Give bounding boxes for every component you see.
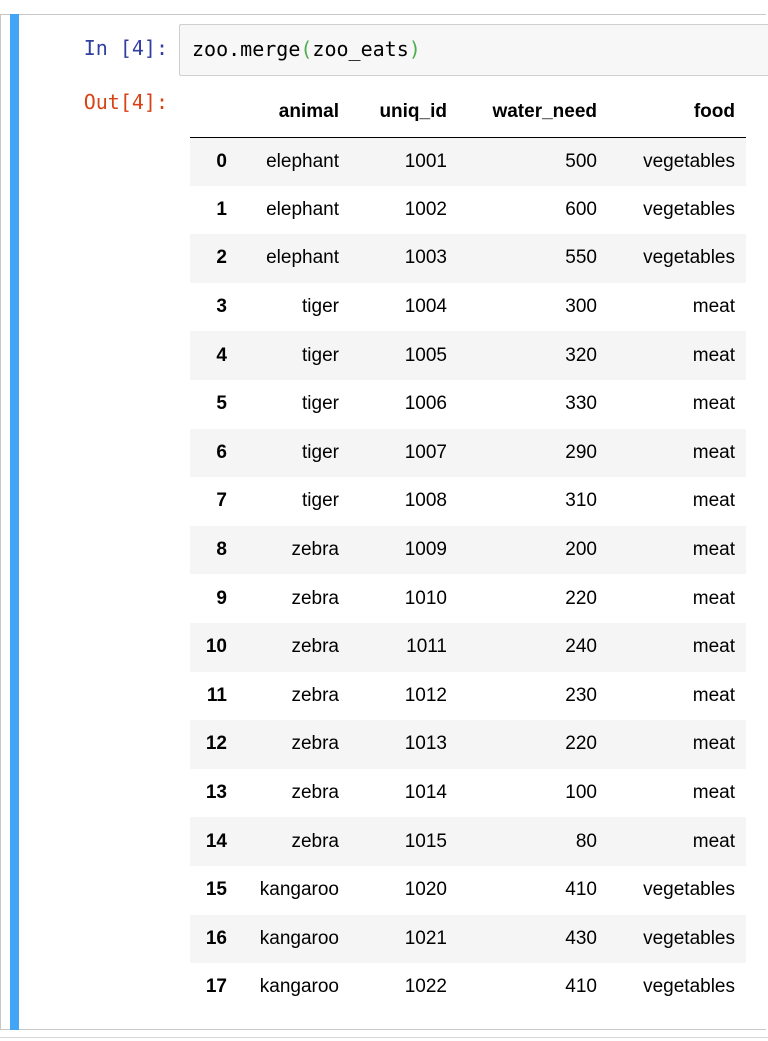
row-index: 14 [205, 830, 227, 852]
cell-animal: tiger [302, 441, 339, 463]
cell-food: meat [692, 539, 735, 561]
page-divider [0, 1037, 768, 1038]
row-index: 6 [216, 441, 227, 463]
output-prompt: Out[4]: [83, 90, 168, 114]
table-header [190, 88, 746, 137]
code-editor[interactable] [179, 24, 768, 76]
cell-animal: elephant [266, 198, 339, 220]
cell-uniq-id: 1008 [404, 490, 447, 512]
column-header-water-need: water_need [458, 88, 608, 137]
cell-uniq-id: 1010 [404, 587, 447, 609]
cell-water-need: 230 [565, 684, 597, 706]
cell-food: meat [692, 636, 735, 658]
cell-food: meat [692, 733, 735, 755]
cell-food: meat [692, 684, 735, 706]
dataframe-table [190, 88, 746, 1012]
cell-food: meat [692, 296, 735, 318]
column-header-food: food [608, 88, 746, 137]
table-row [190, 380, 746, 429]
code-line[interactable] [192, 37, 421, 61]
cell-water-need: 100 [565, 782, 597, 804]
row-index: 2 [216, 247, 227, 269]
table-row [190, 915, 746, 964]
cell-uniq-id: 1014 [404, 782, 447, 804]
table-row [190, 186, 746, 235]
cell-water-need: 500 [565, 150, 597, 172]
row-index: 4 [216, 344, 227, 366]
cell-animal: zebra [291, 636, 339, 658]
cell-water-need: 300 [565, 296, 597, 318]
cell-selection-indicator [10, 14, 19, 1030]
cell-water-need: 240 [565, 636, 597, 658]
cell-food: vegetables [643, 247, 735, 269]
input-prompt: In [4]: [83, 36, 168, 60]
table-row [190, 477, 746, 526]
cell-food: meat [692, 393, 735, 415]
cell-food: vegetables [643, 198, 735, 220]
row-index: 16 [205, 927, 227, 949]
table-row [190, 526, 746, 575]
row-index: 15 [205, 879, 227, 901]
cell-water-need: 320 [565, 344, 597, 366]
row-index: 13 [205, 782, 227, 804]
cell-animal: zebra [291, 733, 339, 755]
cell-uniq-id: 1020 [404, 879, 447, 901]
cell-uniq-id: 1002 [404, 198, 447, 220]
cell-uniq-id: 1013 [404, 733, 447, 755]
cell-uniq-id: 1007 [404, 441, 447, 463]
cell-uniq-id: 1004 [404, 296, 447, 318]
table-row [190, 720, 746, 769]
cell-water-need: 430 [565, 927, 597, 949]
cell-animal: tiger [302, 490, 339, 512]
cell-water-need: 80 [575, 830, 597, 852]
cell-uniq-id: 1011 [406, 636, 447, 658]
cell-water-need: 220 [565, 733, 597, 755]
cell-uniq-id: 1021 [404, 927, 447, 949]
cell-food: vegetables [643, 150, 735, 172]
cell-uniq-id: 1001 [404, 150, 447, 172]
column-header-animal: animal [238, 88, 350, 137]
cell-water-need: 290 [565, 441, 597, 463]
column-header-uniq-id: uniq_id [350, 88, 458, 137]
row-index: 5 [216, 393, 227, 415]
table-body [190, 137, 746, 1012]
cell-water-need: 600 [565, 198, 597, 220]
cell-uniq-id: 1003 [404, 247, 447, 269]
row-index: 12 [205, 733, 227, 755]
cell-animal: zebra [291, 539, 339, 561]
cell-food: vegetables [643, 976, 735, 998]
cell-animal: tiger [302, 393, 339, 415]
row-index: 17 [205, 976, 227, 998]
cell-food: vegetables [643, 879, 735, 901]
cell-water-need: 310 [565, 490, 597, 512]
code-text: zoo.merge [192, 37, 301, 61]
table-row [190, 234, 746, 283]
cell-animal: zebra [291, 684, 339, 706]
table-row [190, 672, 746, 721]
cell-animal: tiger [302, 296, 339, 318]
cell-food: vegetables [643, 927, 735, 949]
cell-animal: zebra [291, 782, 339, 804]
cell-food: meat [692, 490, 735, 512]
table-row [190, 623, 746, 672]
table-row [190, 963, 746, 1012]
cell-animal: elephant [266, 150, 339, 172]
cell-food: meat [692, 782, 735, 804]
table-row [190, 866, 746, 915]
table-row [190, 574, 746, 623]
cell-uniq-id: 1012 [404, 684, 447, 706]
cell-water-need: 200 [565, 539, 597, 561]
row-index: 1 [216, 198, 227, 220]
row-index: 7 [216, 490, 227, 512]
cell-food: meat [692, 344, 735, 366]
cell-animal: kangaroo [259, 879, 339, 901]
index-header [190, 88, 238, 137]
cell-uniq-id: 1006 [404, 393, 447, 415]
cell-water-need: 220 [565, 587, 597, 609]
row-index: 10 [205, 636, 227, 658]
row-index: 3 [216, 296, 227, 318]
row-index: 9 [216, 587, 227, 609]
cell-food: meat [692, 587, 735, 609]
cell-water-need: 410 [565, 879, 597, 901]
code-paren-open: ( [300, 37, 313, 61]
cell-uniq-id: 1015 [404, 830, 447, 852]
cell-uniq-id: 1009 [404, 539, 447, 561]
code-argument: zoo_eats [312, 37, 409, 61]
table-row [190, 429, 746, 478]
row-index: 8 [216, 539, 227, 561]
table-row [190, 769, 746, 818]
cell-animal: tiger [302, 344, 339, 366]
cell-food: meat [692, 441, 735, 463]
table-row [190, 817, 746, 866]
row-index: 0 [216, 150, 227, 172]
code-paren-close: ) [408, 37, 421, 61]
cell-animal: zebra [291, 587, 339, 609]
cell-uniq-id: 1005 [404, 344, 447, 366]
table-row [190, 331, 746, 380]
cell-water-need: 410 [565, 976, 597, 998]
cell-animal: elephant [266, 247, 339, 269]
row-index: 11 [206, 684, 227, 706]
cell-uniq-id: 1022 [404, 976, 447, 998]
header-row [190, 88, 746, 137]
cell-animal: zebra [291, 830, 339, 852]
table-row [190, 283, 746, 332]
table-row [190, 137, 746, 186]
cell-water-need: 550 [565, 247, 597, 269]
cell-water-need: 330 [565, 393, 597, 415]
cell-food: meat [692, 830, 735, 852]
cell-animal: kangaroo [259, 976, 339, 998]
cell-animal: kangaroo [259, 927, 339, 949]
